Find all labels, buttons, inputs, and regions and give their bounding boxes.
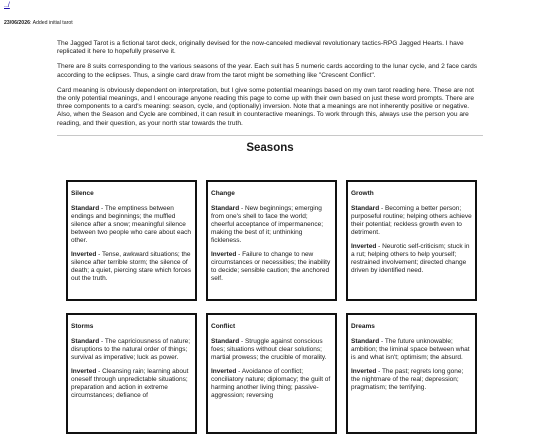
season-card-growth xyxy=(346,180,477,301)
card-title: Conflict xyxy=(211,323,236,330)
card-title: Dreams xyxy=(351,323,375,330)
card-inverted-meaning xyxy=(71,368,192,400)
standard-label: Standard xyxy=(71,338,100,345)
intro-paragraph: The Jagged Tarot is a fictional tarot deck, originally devised for the now-canceled medieval revolutionary tactics-RPG Jagged Hearts. I have replicated it here to hopefully preserve it. xyxy=(57,40,464,56)
inverted-label: Inverted xyxy=(71,251,97,258)
inverted-text: - Avoidance of conflict; conciliatory nature; diplomacy; the guilt of harming another living thing; passive-aggression; reversing xyxy=(211,368,331,399)
inverted-label: Inverted xyxy=(351,243,377,250)
section-divider xyxy=(57,135,483,136)
card-standard-meaning xyxy=(71,338,192,362)
seasons-grid xyxy=(66,180,477,434)
card-title: Growth xyxy=(351,190,374,197)
standard-label: Standard xyxy=(351,338,380,345)
article-body xyxy=(57,40,483,162)
standard-text: - The capriciousness of nature; disruptions to the natural order of things; survival as imperative; luck as power. xyxy=(71,338,191,361)
card-inverted-meaning xyxy=(351,243,472,275)
season-card-dreams xyxy=(346,313,477,434)
card-title: Silence xyxy=(71,190,94,197)
inverted-text: - Failure to change to new circumstances or necessities; the inability to decide; sensible caution; the anchored self. xyxy=(211,251,331,282)
season-card-storms xyxy=(66,313,197,434)
changelog-text: : Added initial tarot xyxy=(29,20,73,26)
card-standard-meaning xyxy=(351,205,472,237)
card-title: Change xyxy=(211,190,235,197)
standard-label: Standard xyxy=(351,205,380,212)
changelog-date: 23/06/2026 xyxy=(4,20,30,26)
back-link[interactable]: ../ xyxy=(4,2,10,9)
season-card-change xyxy=(206,180,337,301)
season-card-silence xyxy=(66,180,197,301)
seasons-heading: Seasons xyxy=(246,141,294,154)
standard-text: - The future unknowable; ambition; the liminal space between what is and what isn't; optimism; the absurd. xyxy=(351,338,470,361)
inverted-text: - Tense, awkward situations; the silence after terrible storm; the silence of death; a quiet, piercing stare which forces out the truth. xyxy=(71,251,191,282)
card-standard-meaning xyxy=(351,338,472,362)
card-title: Storms xyxy=(71,323,94,330)
inverted-label: Inverted xyxy=(71,368,97,375)
inverted-label: Inverted xyxy=(211,368,237,375)
standard-text: - The emptiness between endings and beginnings; the muffled silence after a snow; meaningful silence between two people who care about each other. xyxy=(71,205,191,244)
standard-text: - New beginnings; emerging from one's shell to face the world; cheerful acceptance of impermanence; making the best of it; unthinking fickleness. xyxy=(211,205,324,244)
standard-label: Standard xyxy=(211,338,240,345)
standard-text: - Struggle against conscious foes; situations without clear solutions; martial prowess; the crucible of morality. xyxy=(211,338,327,361)
inverted-text: - Cleansing rain; learning about oneself through unpredictable situations; preparation and action in extreme circumstances; defiance of xyxy=(71,368,189,399)
intro-paragraph: There are 8 suits corresponding to the various seasons of the year. Each suit has 5 numeric cards according to the lunar cycle, and 2 face cards according to the eclipses. Thus, a single card draw from the tarot might be something like "Crescent Conflict". xyxy=(57,63,478,79)
inverted-text: - Neurotic self-criticism; stuck in a rut; helping others to help yourself; restrained involvement; directed change driven by identified need. xyxy=(351,243,470,274)
inverted-label: Inverted xyxy=(211,251,237,258)
inverted-text: - The past; regrets long gone; the nightmare of the real; depression; pragmatism; the terrifying. xyxy=(351,368,464,391)
card-standard-meaning xyxy=(211,338,332,362)
card-standard-meaning xyxy=(71,205,192,245)
card-inverted-meaning xyxy=(211,251,332,283)
intro-paragraph: Card meaning is obviously dependent on interpretation, but I give some potential meanings based on my own tarot reading here. These are not the only potential meanings, and I encourage anyone reading this page to come up with their own based on just these word prompts. There are three components to a card's meaning: season, cycle, and (optionally) inversion. Note that a meanings are not inherently positive or negative. Also, when the Season and Cycle are combined, it can result in counteractive meanings. To work through this, always use the person you are reading, and their question, as your north star towards the truth. xyxy=(57,86,475,127)
standard-text: - Becoming a better person; purposeful routine; helping others achieve their potential; reckless growth even to detriment. xyxy=(351,205,472,236)
inverted-label: Inverted xyxy=(351,368,377,375)
standard-label: Standard xyxy=(211,205,240,212)
changelog-entry xyxy=(4,20,73,26)
card-inverted-meaning xyxy=(351,368,472,392)
card-standard-meaning xyxy=(211,205,332,245)
card-inverted-meaning xyxy=(71,251,192,283)
season-card-conflict xyxy=(206,313,337,434)
card-inverted-meaning xyxy=(211,368,332,400)
standard-label: Standard xyxy=(71,205,100,212)
